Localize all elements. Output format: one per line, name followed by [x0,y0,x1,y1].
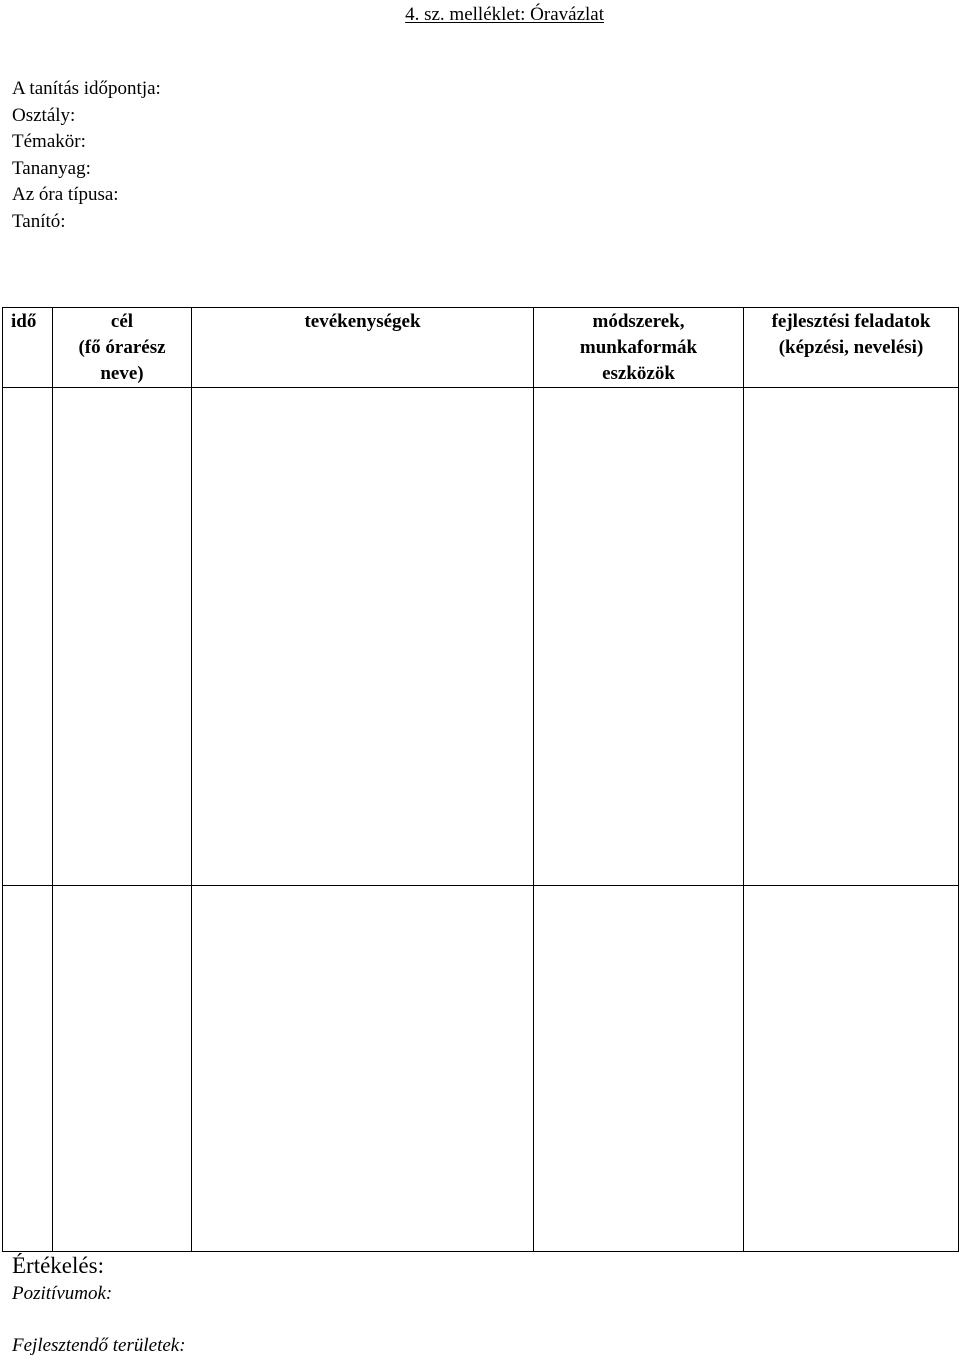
meta-material-label: Tananyag: [12,157,91,179]
document-title: 4. sz. melléklet: Óravázlat [405,4,604,25]
table-cell-activities[interactable] [192,886,534,1252]
table-header-row [3,308,959,388]
header-development-line2: (képzési, nevelési) [778,337,924,358]
header-methods-line3: eszközök [602,363,675,384]
lesson-plan-table [2,307,959,1252]
table-cell-methods[interactable] [534,886,744,1252]
header-development-tasks [744,308,959,388]
table-row [3,886,959,1252]
header-goal-line1: cél [110,311,134,332]
header-activities-line1: tevékenységek [304,311,421,332]
meta-teacher-label: Tanító: [12,210,66,232]
header-development-line1: fejlesztési feladatok [771,311,931,332]
header-methods [534,308,744,388]
header-goal-line2: (fő órarész [78,337,166,358]
header-activities [192,308,534,388]
header-time-line1: idő [11,311,37,332]
table-cell-development[interactable] [744,388,959,886]
positives-label: Pozitívumok: [12,1283,113,1304]
table-cell-activities[interactable] [192,388,534,886]
table-cell-goal[interactable] [53,886,192,1252]
meta-lesson-type-label: Az óra típusa: [12,184,119,205]
meta-date-label: A tanítás időpontja: [12,78,161,99]
table-cell-time[interactable] [3,388,53,886]
table-cell-goal[interactable] [53,388,192,886]
evaluation-heading: Értékelés: [12,1253,104,1278]
table-row [3,388,959,886]
table-cell-time[interactable] [3,886,53,1252]
meta-class-label: Osztály: [12,104,76,126]
table-cell-development[interactable] [744,886,959,1252]
header-methods-line1: módszerek, [592,311,685,332]
lesson-metadata [12,76,161,235]
table-cell-methods[interactable] [534,388,744,886]
meta-topic-label: Témakör: [12,131,86,152]
header-time [3,308,53,388]
header-goal [53,308,192,388]
improvement-areas-label: Fejlesztendő területek: [12,1335,186,1356]
header-goal-line3: neve) [100,363,144,384]
header-methods-line2: munkaformák [579,337,698,358]
